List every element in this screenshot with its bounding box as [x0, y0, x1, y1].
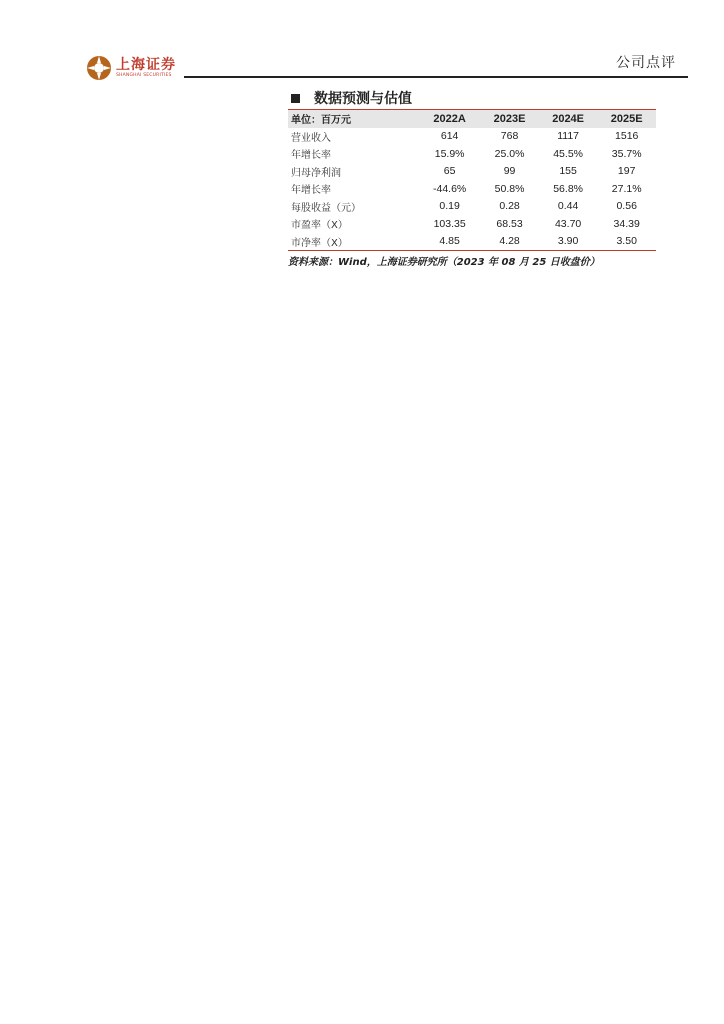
column-header: 2024E — [552, 112, 585, 125]
column-header: 2022A — [433, 112, 466, 125]
table-cell: 35.7% — [611, 147, 642, 160]
row-label: 市盈率（X） — [291, 220, 348, 232]
table-cell: -44.6% — [432, 182, 467, 195]
logo-chinese-name: 上海证券 — [116, 56, 176, 73]
table-cell: 3.90 — [557, 235, 579, 248]
table-cell: 0.44 — [557, 200, 579, 213]
table-cell: 768 — [500, 130, 519, 143]
square-bullet-icon — [291, 94, 300, 103]
section-title-text: 数据预测与估值 — [314, 91, 412, 107]
table-cell: 155 — [559, 165, 577, 178]
table-row — [288, 145, 656, 163]
row-label: 营业收入 — [291, 132, 331, 144]
table-cell: 99 — [503, 165, 516, 178]
table-cell: 103.35 — [433, 217, 466, 230]
table-row — [288, 163, 656, 181]
table-cell: 0.28 — [499, 200, 520, 213]
forecast-section — [288, 88, 656, 268]
table-cell: 65 — [443, 165, 456, 178]
row-label: 每股收益（元） — [291, 202, 361, 214]
row-label: 年增长率 — [291, 150, 331, 162]
header-divider — [184, 76, 688, 78]
column-header: 2025E — [610, 112, 643, 125]
page-header — [0, 0, 724, 80]
row-label: 年增长率 — [291, 185, 331, 197]
logo-english-name: SHANGHAI SECURITIES — [116, 72, 172, 78]
table-cell: 4.85 — [439, 235, 460, 248]
table-cell: 197 — [617, 165, 636, 178]
table-bottom-rule — [288, 250, 656, 251]
company-logo — [86, 55, 176, 81]
forecast-table — [288, 110, 656, 250]
table-cell: 4.28 — [499, 235, 520, 248]
table-cell: 56.8% — [553, 182, 583, 195]
table-cell: 614 — [440, 130, 459, 143]
table-cell: 1117 — [557, 130, 580, 143]
source-note: 资料来源：Wind，上海证券研究所（2023 年 08 月 25 日收盘价） — [288, 257, 600, 268]
table-cell: 0.19 — [439, 200, 460, 213]
table-cell: 50.8% — [494, 182, 525, 195]
table-cell: 68.53 — [496, 217, 523, 230]
table-cell: 43.70 — [554, 217, 582, 230]
row-label: 市净率（X） — [291, 237, 348, 249]
table-row — [288, 180, 656, 198]
table-cell: 3.50 — [616, 235, 637, 248]
table-row — [288, 215, 656, 233]
table-cell: 15.9% — [434, 147, 465, 160]
section-title — [288, 88, 656, 108]
table-row — [288, 198, 656, 216]
table-cell: 34.39 — [613, 217, 640, 230]
column-header: 2023E — [493, 112, 526, 125]
table-cell: 27.1% — [611, 182, 642, 195]
table-row — [288, 233, 656, 251]
table-header-row — [288, 110, 656, 128]
table-cell: 25.0% — [494, 147, 525, 160]
table-row — [288, 128, 656, 146]
logo-icon — [86, 55, 112, 81]
document-type: 公司点评 — [616, 55, 676, 71]
table-cell: 0.56 — [616, 200, 637, 213]
unit-label: 单位：百万元 — [291, 115, 351, 127]
row-label: 归母净利润 — [291, 167, 341, 179]
table-cell: 45.5% — [553, 147, 583, 160]
table-cell: 1516 — [615, 130, 639, 143]
